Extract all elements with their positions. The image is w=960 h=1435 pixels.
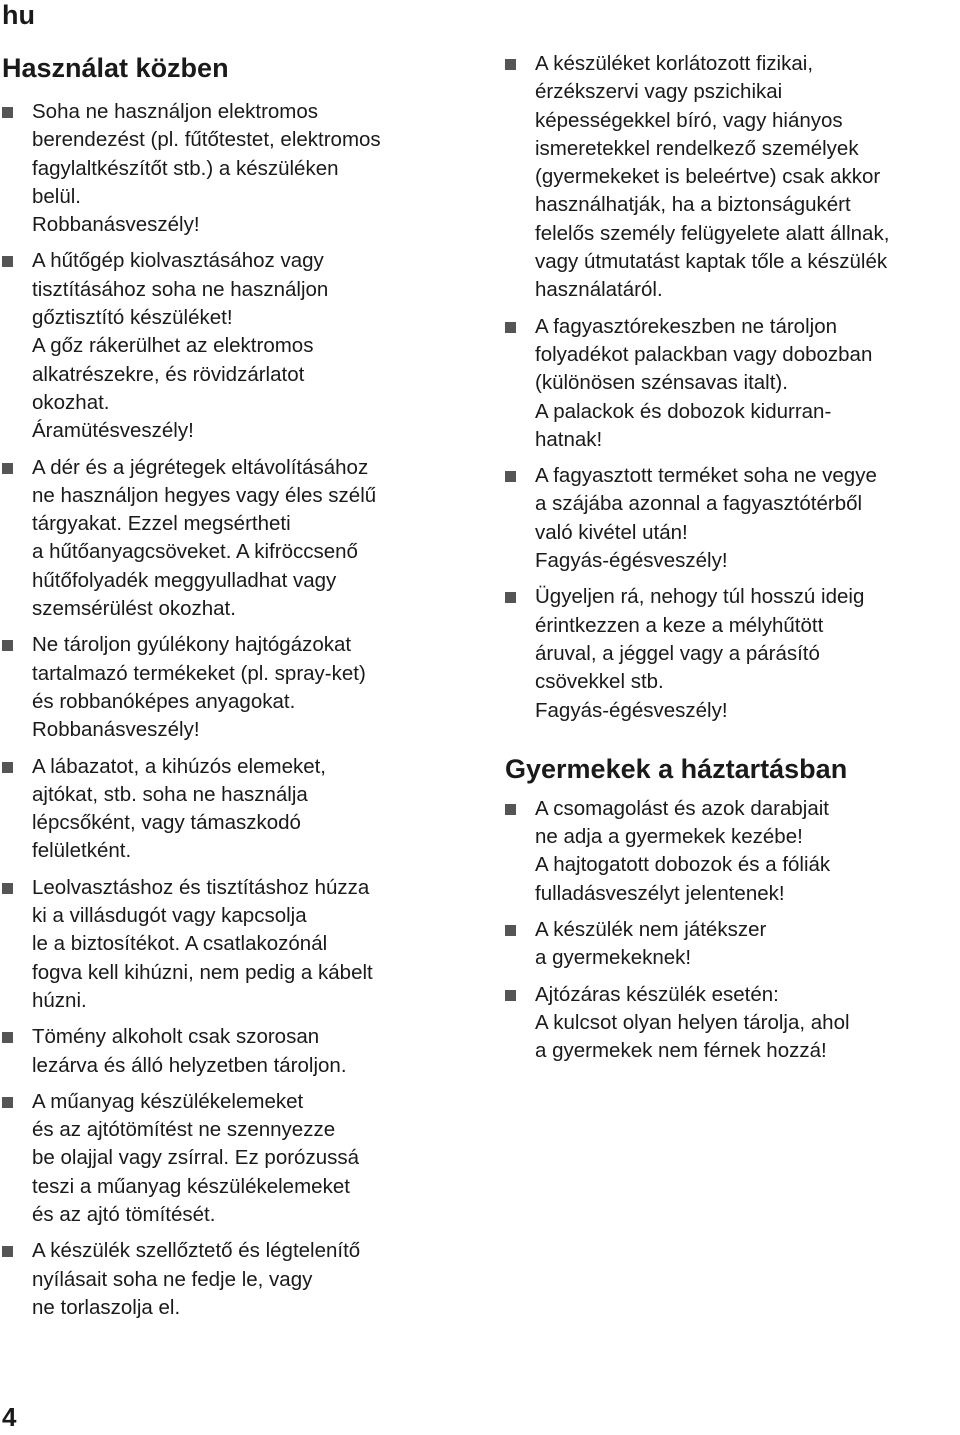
left-column — [2, 50, 472, 1330]
list-item — [505, 313, 960, 454]
list-item-text-line: ne használjon hegyes vagy éles szélű — [32, 483, 377, 507]
square-bullet-icon — [505, 322, 516, 333]
list-item-text-line: A dér és a jégrétegek eltávolításához — [32, 455, 369, 479]
list-item-text-line: A készülék szellőztető és légtelenítő — [32, 1239, 361, 1263]
list-item — [505, 916, 960, 973]
list-item-text-line: teszi a műanyag készülékelemeket — [32, 1174, 350, 1198]
list-item — [2, 1237, 472, 1322]
list-item-text-line: fogva kell kihúzni, nem pedig a kábelt — [32, 960, 373, 984]
list-item — [2, 454, 472, 624]
list-item-text-line: és robbanóképes anyagokat. — [32, 689, 296, 713]
list-item-text-line: A palackok és dobozok kidurran- — [535, 399, 832, 423]
list-item-text-line: hatnak! — [535, 427, 603, 451]
square-bullet-icon — [2, 1246, 13, 1257]
list-item-text-line: gőztisztító készüléket! — [32, 306, 233, 330]
square-bullet-icon — [2, 107, 13, 118]
list-item-text-line: ki a villásdugót vagy kapcsolja — [32, 904, 307, 928]
list-item-text-line: Fagyás-égésveszély! — [535, 698, 728, 722]
list-item-text-line: A csomagolást és azok darabjait — [535, 796, 829, 820]
list-item-text-line: a szájába azonnal a fagyasztótérből — [535, 492, 863, 516]
list-item-text-line: Áramütésveszély! — [32, 419, 194, 443]
square-bullet-icon — [2, 762, 13, 773]
list-item-text-line: a gyermekek nem férnek hozzá! — [535, 1039, 827, 1063]
list-item-text-line: Fagyás-égésveszély! — [535, 549, 728, 573]
square-bullet-icon — [2, 463, 13, 474]
list-item-text-line: Leolvasztáshoz és tisztításhoz húzza — [32, 875, 370, 899]
usage-bullet-list — [2, 98, 472, 1322]
list-item — [2, 1088, 472, 1229]
children-bullet-list — [505, 795, 960, 1066]
list-item-text-line: nyílásait soha ne fedje le, vagy — [32, 1267, 313, 1291]
list-item — [2, 631, 472, 744]
list-item-text-line: okozhat. — [32, 390, 110, 414]
square-bullet-icon — [505, 804, 516, 815]
list-item-text-line: berendezést (pl. fűtőtestet, elektromos — [32, 128, 381, 152]
list-item-text-line: (gyermekeket is beleértve) csak akkor — [535, 165, 881, 189]
list-item-text-line: le a biztosítékot. A csatlakozónál — [32, 932, 328, 956]
list-item-text-line: felelős személy felügyelete alatt állnak, — [535, 221, 890, 245]
list-item — [505, 981, 960, 1066]
list-item — [505, 462, 960, 575]
square-bullet-icon — [505, 59, 516, 70]
square-bullet-icon — [505, 592, 516, 603]
square-bullet-icon — [505, 990, 516, 1001]
list-item-text-line: tárgyakat. Ezzel megsértheti — [32, 512, 291, 536]
list-item-text-line: alkatrészekre, és rövidzárlatot — [32, 362, 305, 386]
language-tag: hu — [2, 0, 35, 30]
list-item-text-line: fagylaltkészítőt stb.) a készüléken — [32, 156, 339, 180]
list-item-text-line: vagy útmutatást kaptak tőle a készülék — [535, 250, 888, 274]
list-item-text-line: Ne tároljon gyúlékony hajtógázokat — [32, 633, 352, 657]
list-item-text-line: húzni. — [32, 988, 87, 1012]
square-bullet-icon — [505, 471, 516, 482]
square-bullet-icon — [2, 883, 13, 894]
square-bullet-icon — [2, 1097, 13, 1108]
safety-bullet-list — [505, 50, 960, 725]
list-item-text-line: ismeretekkel rendelkező személyek — [535, 136, 859, 160]
list-item — [505, 583, 960, 724]
list-item-text-line: A fagyasztórekeszben ne tároljon — [535, 314, 837, 338]
list-item-text-line: A lábazatot, a kihúzós elemeket, — [32, 754, 327, 778]
list-item-text-line: áruval, a jéggel vagy a párásító — [535, 641, 820, 665]
list-item — [2, 874, 472, 1015]
list-item-text-line: Robbanásveszély! — [32, 718, 200, 742]
list-item-text-line: érintkezzen a keze a mélyhűtött — [535, 613, 824, 637]
list-item — [2, 753, 472, 866]
list-item-text-line: (különösen szénsavas italt). — [535, 371, 788, 395]
list-item-text-line: való kivétel után! — [535, 520, 688, 544]
list-item-text-line: A kulcsot olyan helyen tárolja, ahol — [535, 1010, 850, 1034]
list-item-text-line: fulladásveszélyt jelentenek! — [535, 881, 785, 905]
list-item-text-line: képességekkel bíró, vagy hiányos — [535, 108, 843, 132]
list-item-text-line: A hajtogatott dobozok és a fóliák — [535, 853, 831, 877]
list-item-text-line: A műanyag készülékelemeket — [32, 1089, 304, 1113]
list-item-text-line: a hűtőanyagcsöveket. A kifröccsenő — [32, 540, 358, 564]
list-item — [2, 1023, 472, 1080]
list-item-text-line: A fagyasztott terméket soha ne vegye — [535, 464, 877, 488]
list-item-text-line: hűtőfolyadék meggyulladhat vagy — [32, 568, 337, 592]
list-item-text-line: folyadékot palackban vagy dobozban — [535, 342, 873, 366]
list-item-text-line: Tömény alkoholt csak szorosan — [32, 1025, 320, 1049]
list-item-text-line: A gőz rákerülhet az elektromos — [32, 334, 314, 358]
list-item — [2, 98, 472, 239]
list-item-text-line: tartalmazó termékeket (pl. spray-ket) — [32, 661, 366, 685]
list-item — [505, 50, 960, 305]
list-item-text-line: érzékszervi vagy pszichikai — [535, 80, 783, 104]
list-item-text-line: ne torlaszolja el. — [32, 1295, 181, 1319]
list-item-text-line: és az ajtótömítést ne szennyezze — [32, 1118, 336, 1142]
list-item-text-line: használhatják, ha a biztonságukért — [535, 193, 851, 217]
list-item — [2, 247, 472, 445]
list-item-text-line: lezárva és álló helyzetben tároljon. — [32, 1053, 347, 1077]
list-item-text-line: ne adja a gyermekek kezébe! — [535, 825, 803, 849]
list-item-text-line: lépcsőként, vagy támaszkodó — [32, 811, 301, 835]
page-number: 4 — [2, 1402, 17, 1432]
square-bullet-icon — [2, 256, 13, 267]
list-item-text-line: ajtókat, stb. soha ne használja — [32, 782, 308, 806]
list-item-text-line: szemsérülést okozhat. — [32, 597, 236, 621]
list-item-text-line: és az ajtó tömítését. — [32, 1202, 216, 1226]
square-bullet-icon — [505, 925, 516, 936]
square-bullet-icon — [2, 640, 13, 651]
list-item-text-line: Ajtózáras készülék esetén: — [535, 982, 779, 1006]
list-item-text-line: csövekkel stb. — [535, 670, 664, 694]
right-column — [505, 50, 960, 1074]
list-item-text-line: belül. — [32, 184, 82, 208]
list-item-text-line: A készüléket korlátozott fizikai, — [535, 52, 814, 75]
list-item-text-line: A hűtőgép kiolvasztásához vagy — [32, 249, 324, 273]
list-item-text-line: felületként. — [32, 839, 132, 863]
list-item-text-line: A készülék nem játékszer — [535, 918, 767, 942]
list-item-text-line: Ügyeljen rá, nehogy túl hosszú ideig — [535, 585, 865, 609]
list-item-text-line: tisztításához soha ne használjon — [32, 277, 329, 301]
list-item-text-line: be olajjal vagy zsírral. Ez porózussá — [32, 1146, 360, 1170]
section-title-children: Gyermekek a háztartásban — [505, 753, 848, 784]
list-item-text-line: Soha ne használjon elektromos — [32, 100, 319, 123]
list-item-text-line: a gyermekeknek! — [535, 946, 692, 970]
list-item-text-line: Robbanásveszély! — [32, 213, 200, 237]
list-item-text-line: használatáról. — [535, 278, 663, 302]
square-bullet-icon — [2, 1032, 13, 1043]
section-title-usage: Használat közben — [2, 53, 229, 83]
list-item — [505, 795, 960, 908]
